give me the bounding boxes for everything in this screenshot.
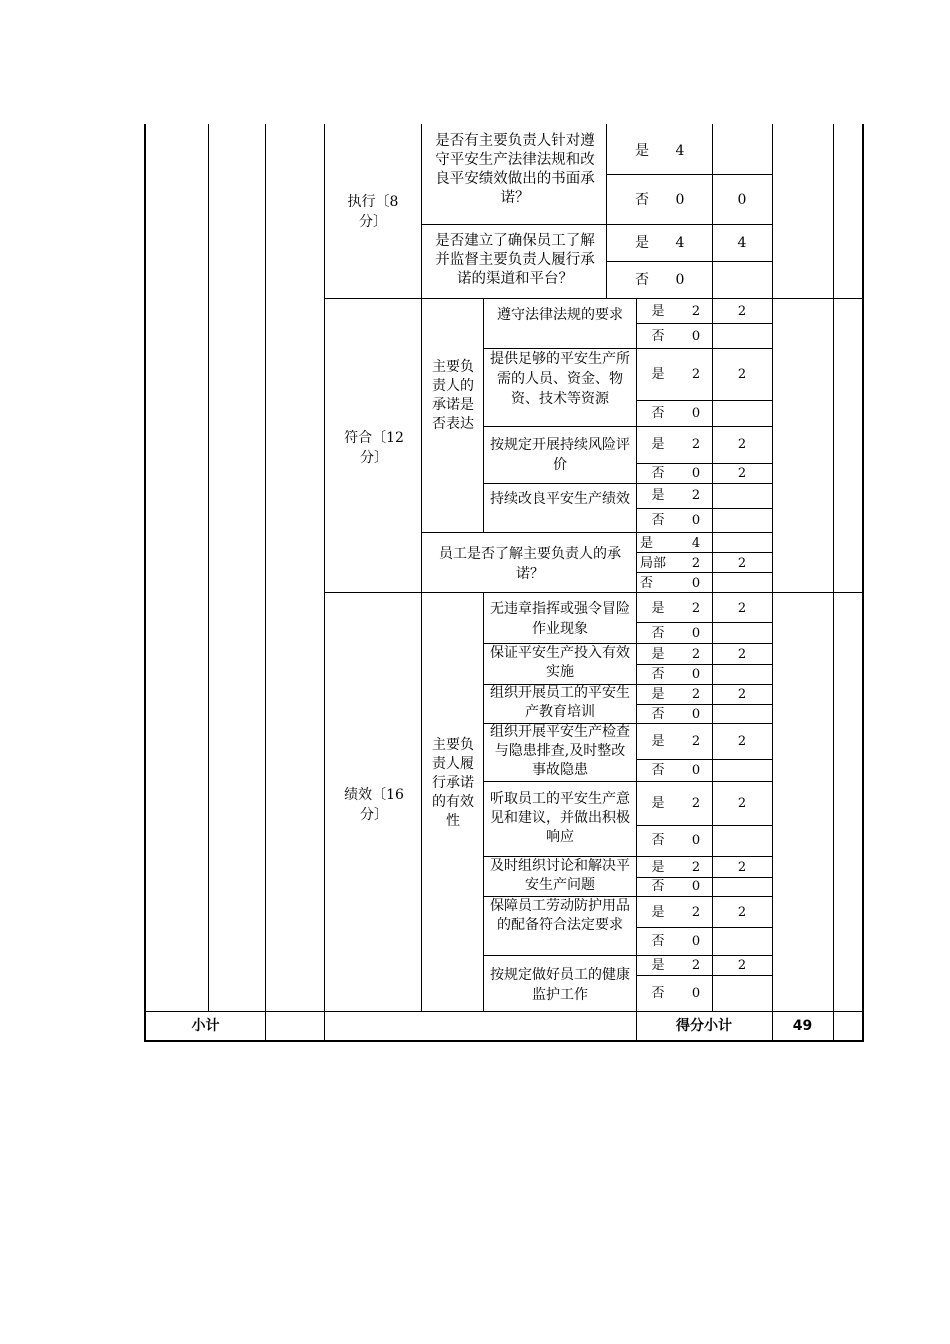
performance-item-5-text: 听取员工的平安生产意见和建议，并做出积极响应 xyxy=(490,791,630,845)
performance-item-5-no: 否 xyxy=(651,833,665,848)
col-line xyxy=(324,124,325,1042)
performance-item-7-no: 否 xyxy=(651,934,665,949)
performance-item-2-yes-pts: 2 xyxy=(691,647,701,662)
performance-item-8-yes: 是 xyxy=(651,958,665,973)
conformity-item-3-yes-score: 2 xyxy=(737,437,747,452)
execution-q2-no-pts: 0 xyxy=(675,272,685,288)
performance-item-8-yes-pts: 2 xyxy=(691,958,701,973)
employee-opt-no: 否 xyxy=(640,576,654,591)
performance-item-1-yes: 是 xyxy=(651,601,665,616)
conformity-item-3-no-pts: 0 xyxy=(691,466,701,481)
performance-item-6-text: 及时组织讨论和解决平安生产问题 xyxy=(490,858,630,893)
performance-item-2-text: 保证平安生产投入有效实施 xyxy=(490,645,630,680)
employee-opt-yes: 是 xyxy=(640,536,654,551)
execution-q2-no: 否 xyxy=(635,272,649,288)
performance-item-4-yes-score: 2 xyxy=(737,734,747,749)
performance-item-3-no: 否 xyxy=(651,707,665,722)
execution-q2-yes-pts: 4 xyxy=(675,235,685,251)
row-line xyxy=(606,261,772,262)
conformity-item-1-yes-pts: 2 xyxy=(691,304,701,319)
performance-item-4-text: 组织开展平安生产检查与隐患排查,及时整改事故隐患 xyxy=(490,724,630,778)
conformity-item-1-text: 遵守法律法规的要求 xyxy=(497,307,623,323)
row-line xyxy=(421,224,772,225)
performance-item-3-yes-pts: 2 xyxy=(691,687,701,702)
conformity-item-4-text: 持续改良平安生产绩效 xyxy=(490,491,630,507)
row-line xyxy=(636,552,772,553)
row-line xyxy=(636,622,772,623)
performance-item-4-yes-pts: 2 xyxy=(691,734,701,749)
row-line xyxy=(636,463,772,464)
row-line xyxy=(324,592,863,593)
score-subtotal-label: 得分小计 xyxy=(676,1018,732,1034)
performance-group: 主要负责人履行承诺的有效性 xyxy=(432,737,474,829)
performance-item-5-no-pts: 0 xyxy=(691,833,701,848)
row-line xyxy=(324,298,863,299)
execution-q1-yes-pts: 4 xyxy=(675,143,685,159)
row-line xyxy=(144,1011,864,1012)
performance-item-3-text: 组织开展员工的平安生产教育培训 xyxy=(490,685,630,720)
conformity-item-2-no-pts: 0 xyxy=(691,406,701,421)
performance-item-1-text: 无违章指挥或强令冒险作业现象 xyxy=(490,601,630,637)
col-line xyxy=(833,124,834,1042)
execution-q2-text: 是否建立了确保员工了解并监督主要负责人履行承诺的渠道和平台？ xyxy=(435,233,595,287)
performance-item-5-yes-score: 2 xyxy=(737,796,747,811)
conformity-item-3-yes-pts: 2 xyxy=(691,437,701,452)
conformity-item-4-yes-pts: 2 xyxy=(691,488,701,503)
performance-item-2-no-pts: 0 xyxy=(691,667,701,682)
table-border-left xyxy=(144,124,146,1042)
performance-item-1-yes-pts: 2 xyxy=(691,601,701,616)
conformity-item-3-no-score: 2 xyxy=(737,466,747,481)
execution-q1-text: 是否有主要负责人针对遵守平安生产法律法规和改良平安绩效做出的书面承诺？ xyxy=(435,133,595,206)
conformity-item-1-no: 否 xyxy=(651,329,665,344)
performance-item-3-yes-score: 2 xyxy=(737,687,747,702)
col-line xyxy=(421,124,422,1012)
performance-item-1-no-pts: 0 xyxy=(691,626,701,641)
performance-item-7-yes-pts: 2 xyxy=(691,905,701,920)
performance-item-7-yes: 是 xyxy=(651,905,665,920)
performance-item-6-no: 否 xyxy=(651,879,665,894)
execution-label: 执行〔8分〕 xyxy=(347,194,399,230)
performance-label: 绩效〔16分〕 xyxy=(344,787,404,823)
conformity-item-4-no: 否 xyxy=(651,513,665,528)
conformity-item-4-no-pts: 0 xyxy=(691,513,701,528)
performance-item-7-text: 保障员工劳动防护用品的配备符合法定要求 xyxy=(490,898,630,933)
col-line xyxy=(636,298,637,1042)
performance-item-8-text: 按规定做好员工的健康监护工作 xyxy=(490,967,630,1003)
performance-item-4-yes: 是 xyxy=(651,734,665,749)
row-line xyxy=(636,704,772,705)
performance-item-7-yes-score: 2 xyxy=(737,905,747,920)
conformity-item-1-yes: 是 xyxy=(651,304,665,319)
col-line xyxy=(772,124,773,1042)
performance-item-4-no: 否 xyxy=(651,763,665,778)
performance-item-1-no: 否 xyxy=(651,626,665,641)
employee-opt-yes-pts: 4 xyxy=(691,536,701,551)
row-line xyxy=(606,174,772,175)
performance-item-6-yes-score: 2 xyxy=(737,860,747,875)
employee-opt-no-pts: 0 xyxy=(691,576,701,591)
row-line xyxy=(483,781,772,782)
employee-opt-partial-score: 2 xyxy=(737,556,747,571)
row-line xyxy=(636,975,772,976)
performance-item-2-no: 否 xyxy=(651,667,665,682)
conformity-item-2-yes: 是 xyxy=(651,367,665,382)
performance-item-8-yes-score: 2 xyxy=(737,958,747,973)
row-line xyxy=(483,426,772,427)
performance-item-5-yes-pts: 2 xyxy=(691,796,701,811)
performance-item-5-yes: 是 xyxy=(651,796,665,811)
performance-item-6-no-pts: 0 xyxy=(691,879,701,894)
row-line xyxy=(636,323,772,324)
table-border-bottom xyxy=(144,1040,864,1042)
conformity-item-3-yes: 是 xyxy=(651,437,665,452)
col-line xyxy=(208,124,209,1012)
table-border-right xyxy=(862,124,864,1042)
execution-q2-yes: 是 xyxy=(635,235,649,251)
row-line xyxy=(636,400,772,401)
row-line xyxy=(636,927,772,928)
col-line xyxy=(606,124,607,298)
performance-item-2-yes: 是 xyxy=(651,647,665,662)
row-line xyxy=(636,572,772,573)
row-line xyxy=(421,532,772,533)
row-line xyxy=(483,483,772,484)
execution-q1-score: 0 xyxy=(737,192,747,208)
execution-q1-yes: 是 xyxy=(635,143,649,159)
performance-item-7-no-pts: 0 xyxy=(691,934,701,949)
performance-item-8-no-pts: 0 xyxy=(691,986,701,1001)
performance-item-1-yes-score: 2 xyxy=(737,601,747,616)
conformity-item-2-yes-score: 2 xyxy=(737,367,747,382)
conformity-item-3-no: 否 xyxy=(651,466,665,481)
row-line xyxy=(483,955,772,956)
col-line xyxy=(483,298,484,532)
performance-item-4-no-pts: 0 xyxy=(691,763,701,778)
performance-item-6-yes-pts: 2 xyxy=(691,860,701,875)
employee-opt-partial: 局部 xyxy=(640,556,667,571)
row-line xyxy=(636,664,772,665)
conformity-item-3-text: 按规定开展持续风险评价 xyxy=(490,437,630,473)
execution-q2-score: 4 xyxy=(737,235,747,251)
row-line xyxy=(636,825,772,826)
performance-item-6-yes: 是 xyxy=(651,860,665,875)
conformity-employee-text: 员工是否了解主要负责人的承诺？ xyxy=(439,546,621,582)
conformity-item-4-yes: 是 xyxy=(651,488,665,503)
performance-item-3-no-pts: 0 xyxy=(691,707,701,722)
conformity-label: 符合〔12分〕 xyxy=(344,430,404,466)
performance-item-2-yes-score: 2 xyxy=(737,647,747,662)
conformity-item-2-text: 提供足够的平安生产所需的人员、资金、物资、技术等资源 xyxy=(490,351,630,407)
employee-opt-partial-pts: 2 xyxy=(691,556,701,571)
row-line xyxy=(636,508,772,509)
conformity-item-2-yes-pts: 2 xyxy=(691,367,701,382)
performance-item-3-yes: 是 xyxy=(651,687,665,702)
col-line xyxy=(483,592,484,1012)
score-subtotal-value: 49 xyxy=(792,1018,813,1034)
performance-item-8-no: 否 xyxy=(651,986,665,1001)
conformity-item-1-yes-score: 2 xyxy=(737,304,747,319)
col-line xyxy=(265,124,266,1042)
execution-q1-no: 否 xyxy=(635,192,649,208)
row-line xyxy=(636,759,772,760)
execution-q1-no-pts: 0 xyxy=(675,192,685,208)
conformity-item-2-no: 否 xyxy=(651,406,665,421)
subtotal-label: 小计 xyxy=(191,1018,220,1034)
conformity-item-1-no-pts: 0 xyxy=(691,329,701,344)
conformity-group: 主要负责人的承诺是否表达 xyxy=(432,359,474,432)
